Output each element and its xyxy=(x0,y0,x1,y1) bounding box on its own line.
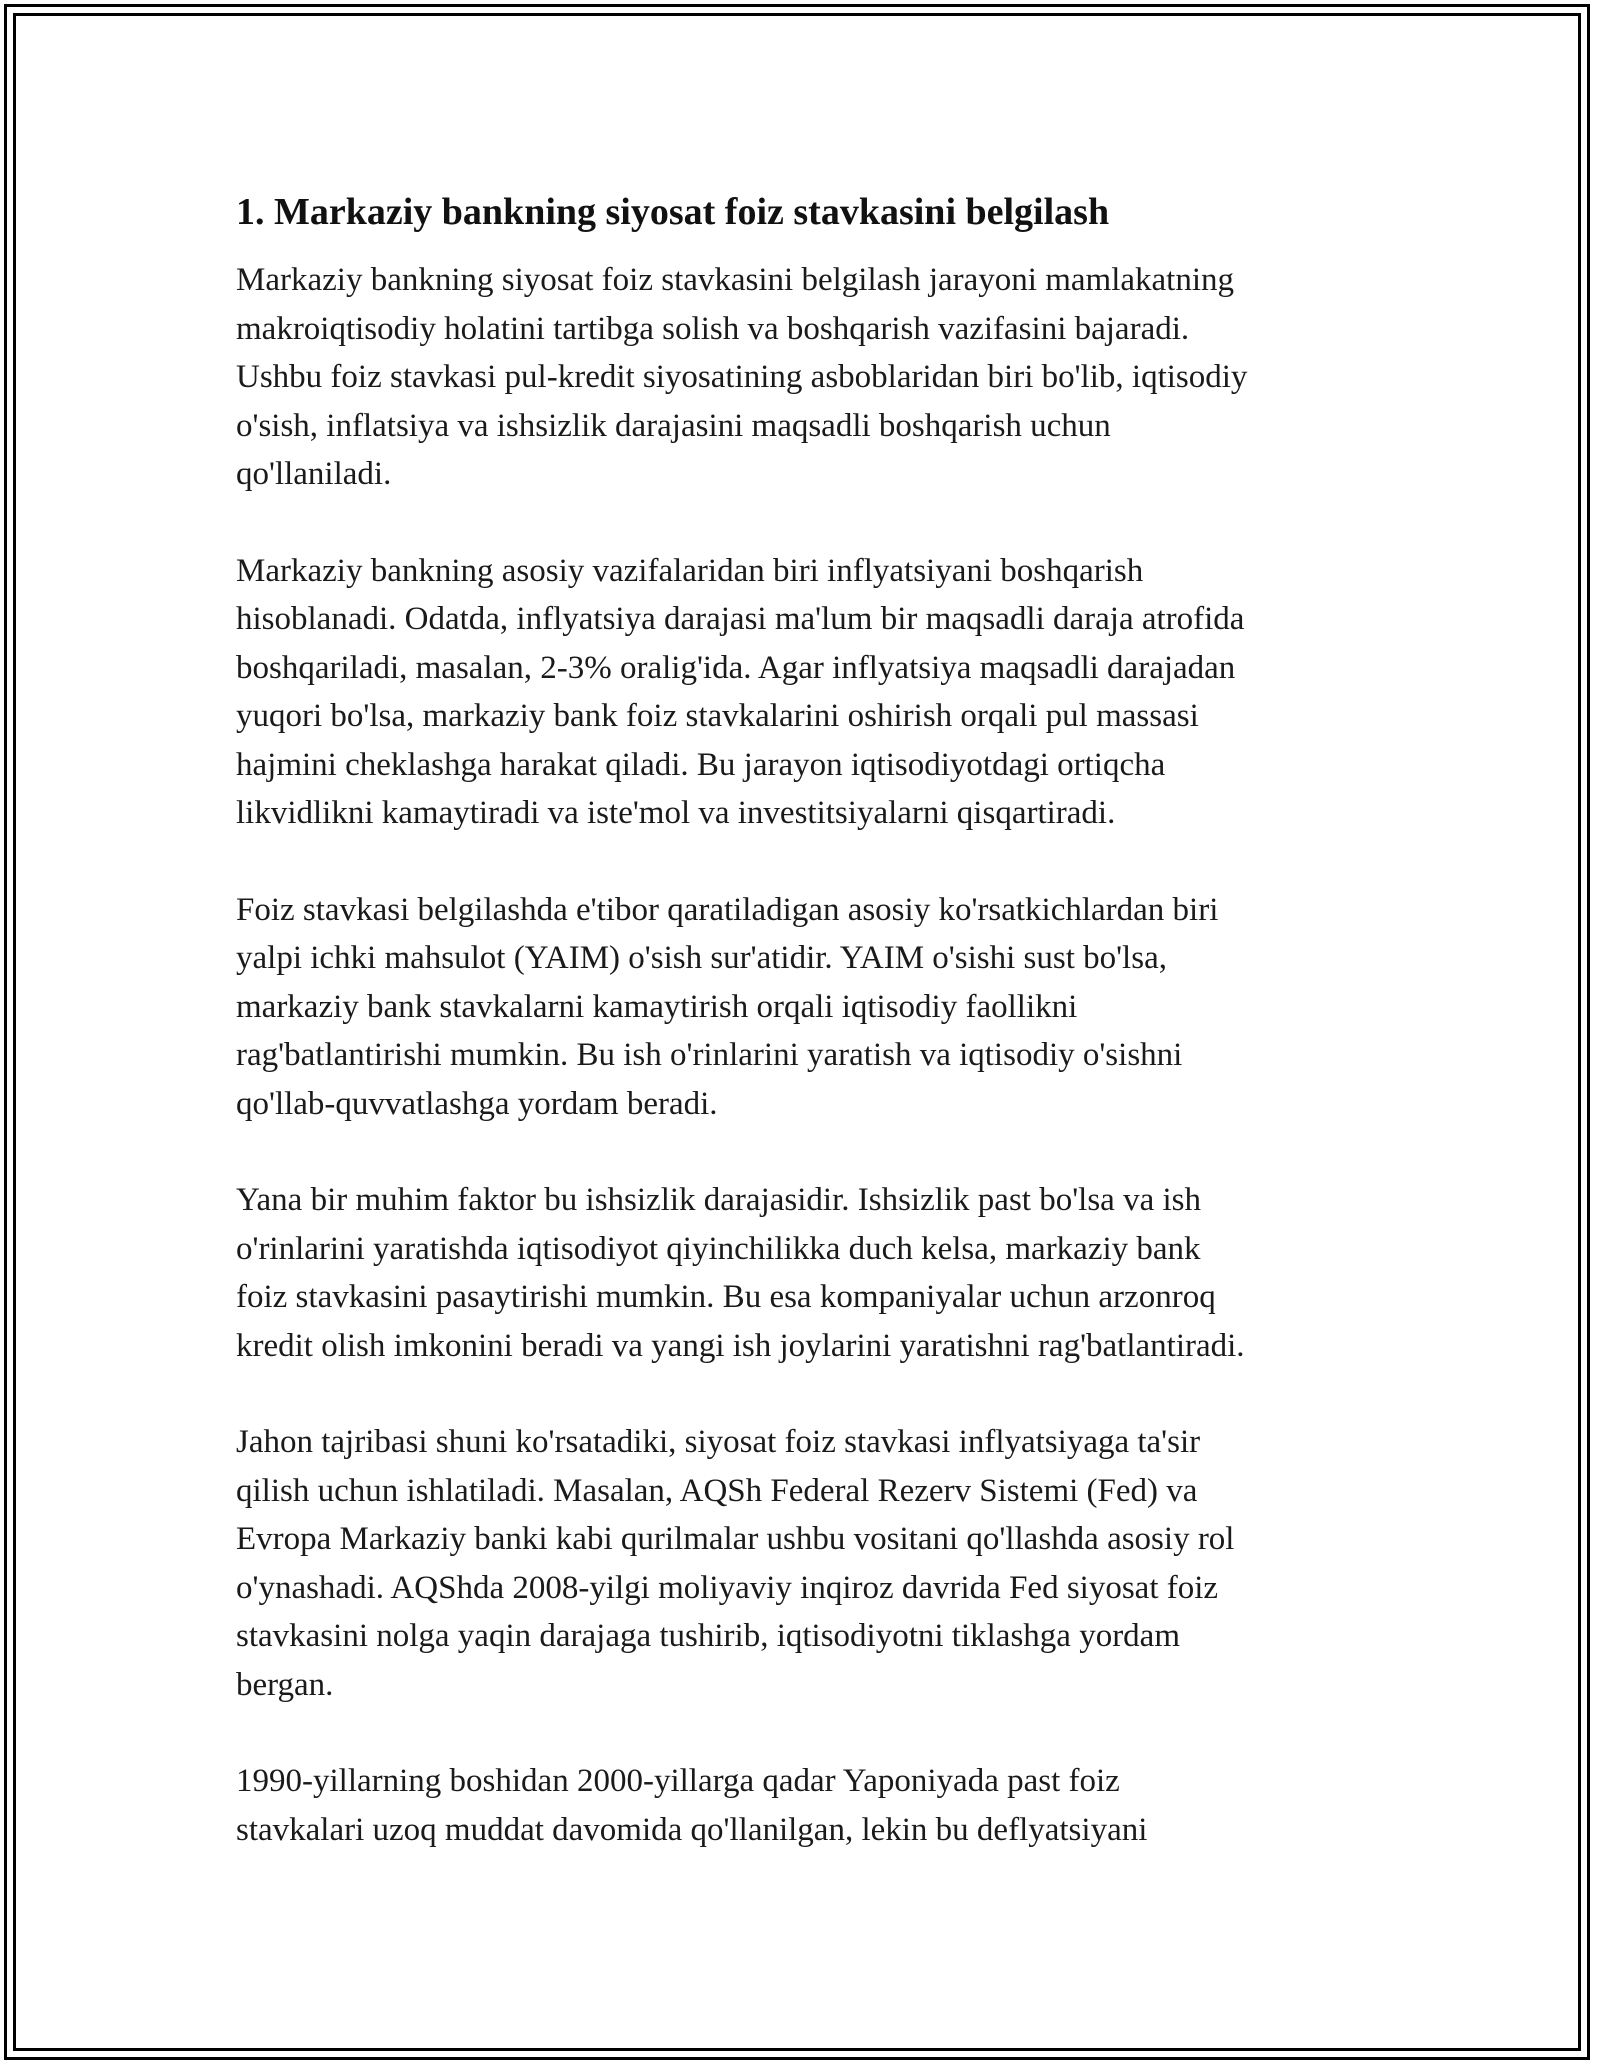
paragraph-line: hisoblanadi. Odatda, inflyatsiya darajasi ma'lum bir maqsadli daraja atrofida xyxy=(236,601,1245,637)
paragraph-line: o'sish, inflatsiya va ishsizlik darajasini maqsadli boshqarish uchun xyxy=(236,407,1111,444)
paragraph-line: o'rinlarini yaratishda iqtisodiyot qiyinchilikka duch kelsa, markaziy bank xyxy=(236,1230,1201,1267)
paragraph-line: bergan. xyxy=(236,1666,334,1703)
paragraph-line: hajmini cheklashga harakat qiladi. Bu jarayon iqtisodiyotdagi ortiqcha xyxy=(236,746,1166,783)
paragraph-line: qo'llaniladi. xyxy=(236,456,392,492)
paragraph-line: Ushbu foiz stavkasi pul-kredit siyosatining asboblaridan biri bo'lib, iqtisodiy xyxy=(236,359,1248,395)
paragraphs-container xyxy=(236,256,1366,1854)
paragraph-line: yalpi ichki mahsulot (YAIM) o'sish sur'atidir. YAIM o'sishi sust bo'lsa, xyxy=(236,940,1167,976)
paragraph xyxy=(236,1176,1366,1370)
paragraph-line: o'ynashadi. AQShda 2008-yilgi moliyaviy inqiroz davrida Fed siyosat foiz xyxy=(236,1569,1219,1606)
paragraph-line: Markaziy bankning asosiy vazifalaridan biri inflyatsiyani boshqarish xyxy=(236,552,1144,589)
paragraph-line: qo'llab-quvvatlashga yordam beradi. xyxy=(236,1085,718,1122)
paragraph xyxy=(236,1418,1366,1709)
section-heading: 1. Markaziy bankning siyosat foiz stavkasini belgilash xyxy=(236,191,1110,233)
paragraph-line: Foiz stavkasi belgilashda e'tibor qaratiladigan asosiy ko'rsatkichlardan biri xyxy=(236,891,1219,928)
paragraph-line: Yana bir muhim faktor bu ishsizlik darajasidir. Ishsizlik past bo'lsa va ish xyxy=(236,1182,1201,1218)
paragraph-line: likvidlikni kamaytiradi va iste'mol va investitsiyalarni qisqartiradi. xyxy=(236,795,1116,831)
paragraph-line: Markaziy bankning siyosat foiz stavkasini belgilash jarayoni mamlakatning xyxy=(236,262,1235,298)
paragraph-line: stavkasini nolga yaqin darajaga tushirib, iqtisodiyotni tiklashga yordam xyxy=(236,1618,1180,1654)
paragraph xyxy=(236,256,1366,499)
paragraph-line: boshqariladi, masalan, 2-3% oralig'ida. Agar inflyatsiya maqsadli darajadan xyxy=(236,649,1236,686)
paragraph-line: 1990-yillarning boshidan 2000-yillarga qadar Yaponiyada past foiz xyxy=(236,1763,1120,1799)
paragraph-line: makroiqtisodiy holatini tartibga solish va boshqarish vazifasini bajaradi. xyxy=(236,310,1190,347)
document-body xyxy=(236,188,1366,1902)
paragraph-line: markaziy bank stavkalarni kamaytirish orqali iqtisodiy faollikni xyxy=(236,988,1078,1025)
paragraph-line: qilish uchun ishlatiladi. Masalan, AQSh Federal Rezerv Sistemi (Fed) va xyxy=(236,1472,1198,1509)
paragraph-line: Jahon tajribasi shuni ko'rsatadiki, siyosat foiz stavkasi inflyatsiyaga ta'sir xyxy=(236,1424,1201,1460)
paragraph xyxy=(236,547,1366,838)
paragraph-line: Evropa Markaziy banki kabi qurilmalar ushbu vositani qo'llashda asosiy rol xyxy=(236,1521,1235,1557)
paragraph-line: rag'batlantirishi mumkin. Bu ish o'rinlarini yaratish va iqtisodiy o'sishni xyxy=(236,1037,1183,1073)
paragraph-line: yuqori bo'lsa, markaziy bank foiz stavkalarini oshirish orqali pul massasi xyxy=(236,698,1199,734)
paragraph-line: kredit olish imkonini beradi va yangi ish joylarini yaratishni rag'batlantiradi. xyxy=(236,1327,1245,1364)
paragraph-line: stavkalari uzoq muddat davomida qo'llanilgan, lekin bu deflyatsiyani xyxy=(236,1811,1148,1848)
paragraph-line: foiz stavkasini pasaytirishi mumkin. Bu esa kompaniyalar uchun arzonroq xyxy=(236,1279,1216,1315)
paragraph xyxy=(236,1757,1366,1854)
paragraph xyxy=(236,886,1366,1129)
